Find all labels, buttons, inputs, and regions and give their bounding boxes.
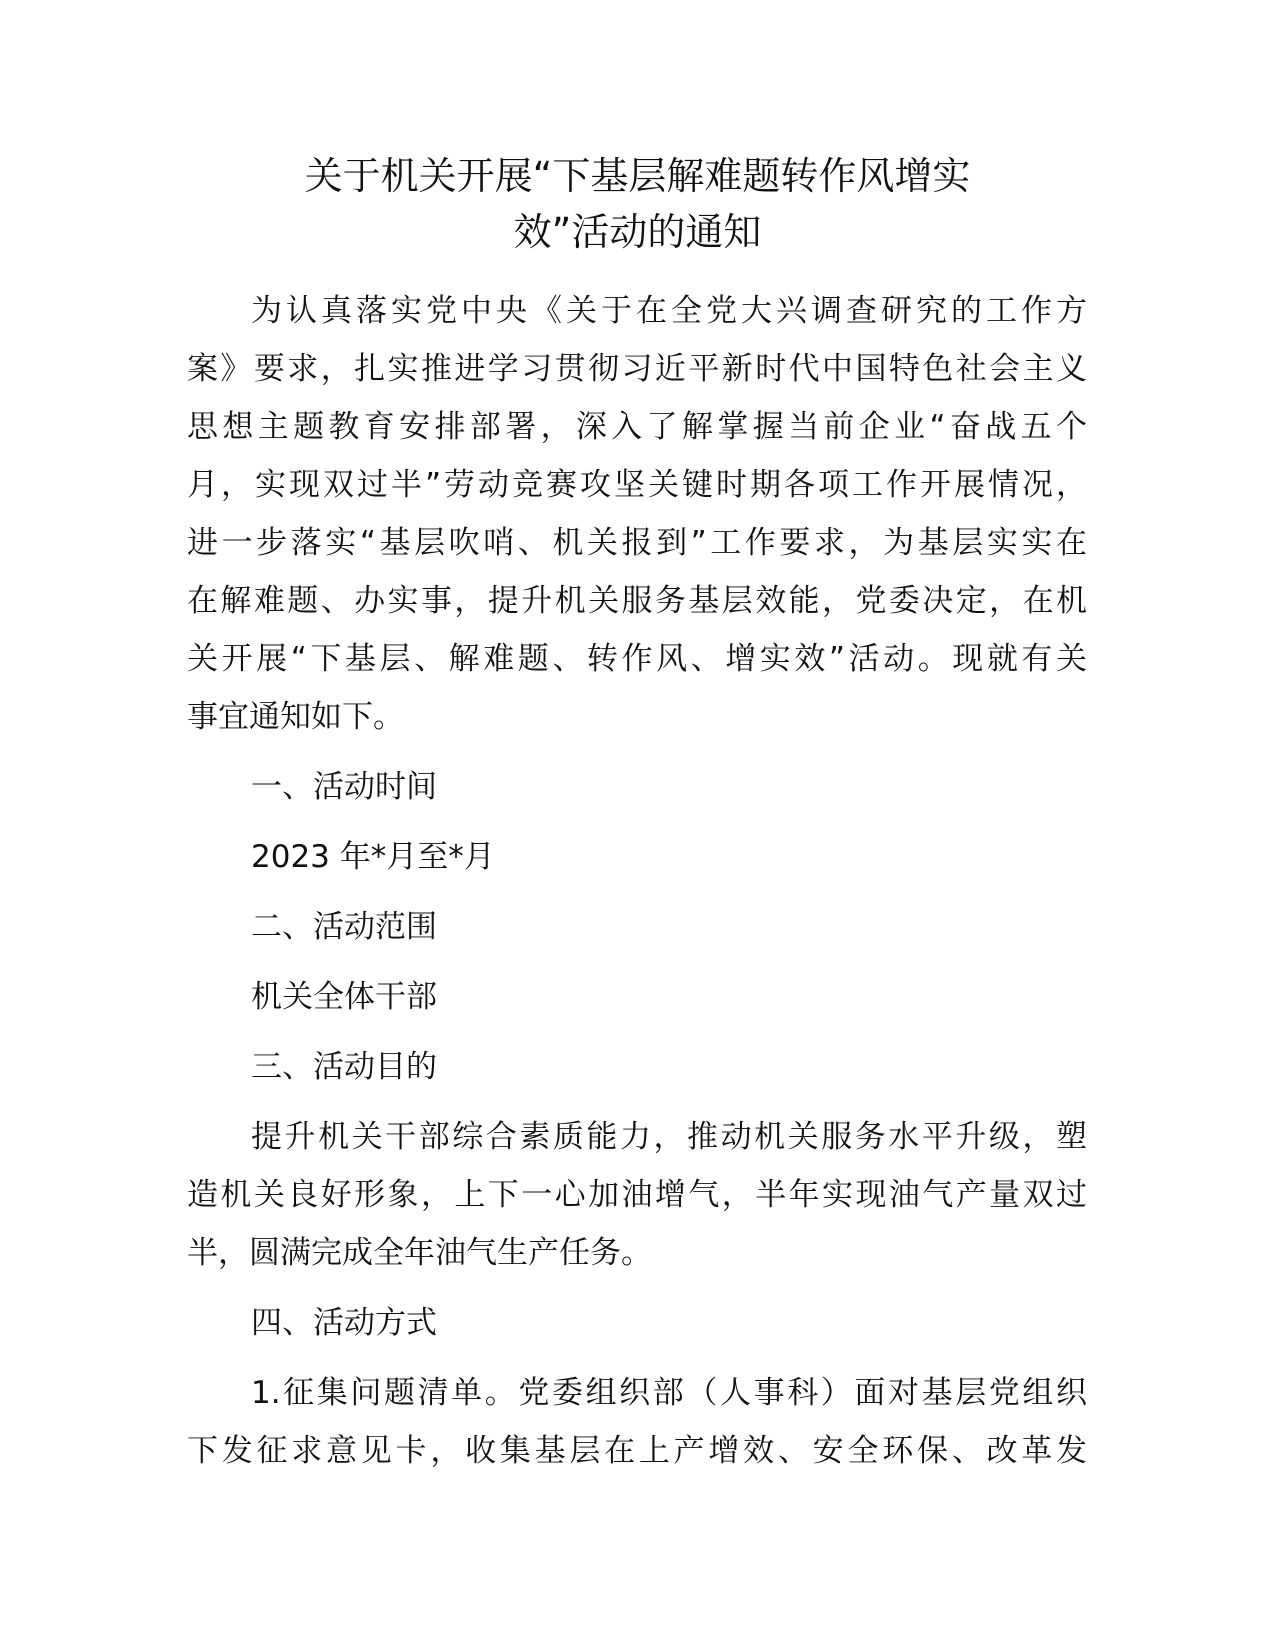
intro-paragraph [187, 282, 1087, 746]
intro-line-6: 在解难题、办实事，提升机关服务基层效能，党委决定，在机 [187, 583, 1087, 619]
intro-line-5: 进一步落实“基层吹哨、机关报到”工作要求，为基层实实在 [187, 525, 1087, 561]
section-4-line-2: 下发征求意见卡，收集基层在上产增效、安全环保、改革发 [187, 1433, 1087, 1469]
intro-line-2: 案》要求，扎实推进学习贯彻习近平新时代中国特色社会主义 [187, 351, 1087, 387]
section-1-text: 2023 年*月至*月 [251, 839, 495, 875]
title-line-1: 关于机关开展“下基层解难题转作风增实 [304, 154, 971, 198]
document-body [187, 282, 1087, 1480]
intro-line-8: 事宜通知如下。 [187, 699, 404, 735]
intro-line-7: 关开展“下基层、解难题、转作风、增实效”活动。现就有关 [187, 641, 1087, 677]
section-4-line-1: 1.征集问题清单。党委组织部（人事科）面对基层党组织 [251, 1375, 1087, 1411]
section-3-line-3: 半，圆满完成全年油气生产任务。 [187, 1235, 652, 1271]
section-3-line-1: 提升机关干部综合素质能力，推动机关服务水平升级，塑 [251, 1119, 1087, 1155]
section-4-heading: 四、活动方式 [251, 1305, 437, 1341]
section-1-heading: 一、活动时间 [251, 769, 437, 805]
title-line-2: 效”活动的通知 [513, 210, 762, 254]
intro-line-4: 月，实现双过半”劳动竞赛攻坚关键时期各项工作开展情况， [187, 467, 1087, 503]
section-3-line-2: 造机关良好形象，上下一心加油增气，半年实现油气产量双过 [187, 1177, 1087, 1213]
section-4-paragraph [187, 1364, 1087, 1480]
section-2-text: 机关全体干部 [251, 979, 437, 1015]
section-3-heading: 三、活动目的 [251, 1049, 437, 1085]
document-title [180, 148, 1095, 260]
intro-line-1: 为认真落实党中央《关于在全党大兴调查研究的工作方 [251, 293, 1087, 329]
section-2-heading: 二、活动范围 [251, 909, 437, 945]
section-3-paragraph [187, 1108, 1087, 1282]
intro-line-3: 思想主题教育安排部署，深入了解掌握当前企业“奋战五个 [187, 409, 1087, 445]
